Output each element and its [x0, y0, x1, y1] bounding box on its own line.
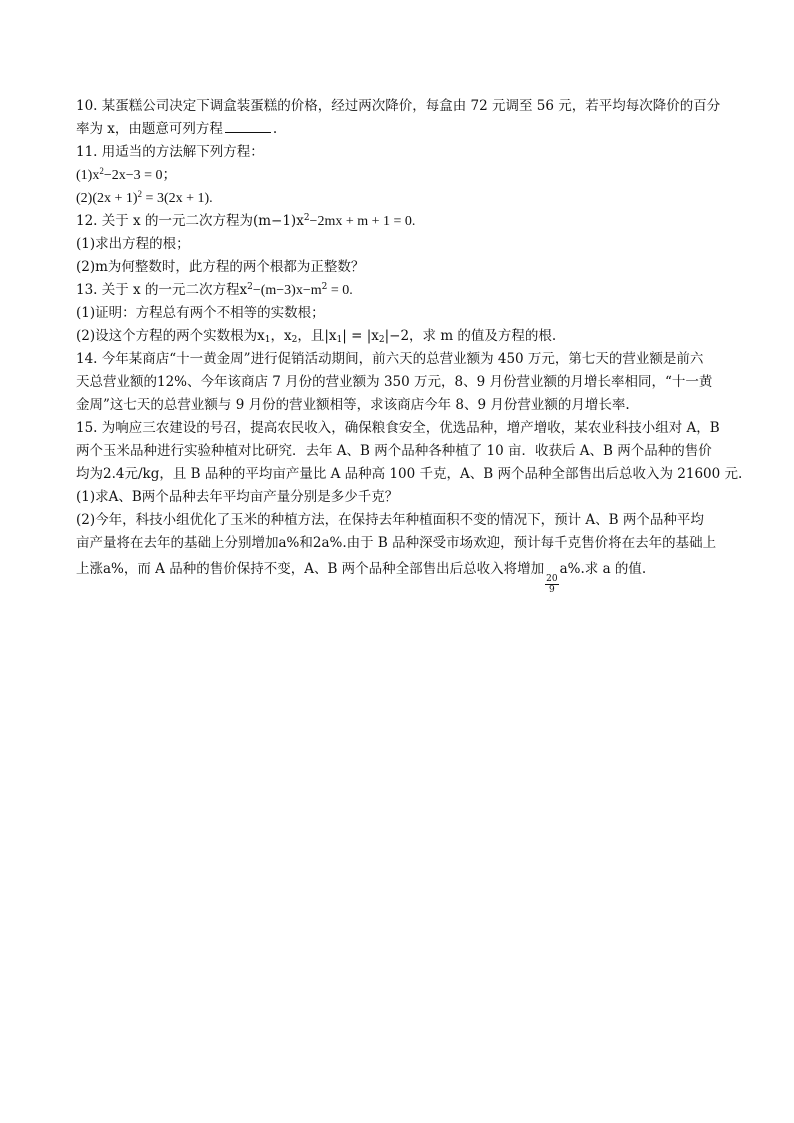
question-11-title-text: 11. 用适当的方法解下列方程：: [76, 144, 264, 160]
equation-text: (1)x: [76, 168, 100, 183]
question-15-part-2-line-1: [76, 509, 726, 532]
exponent: 2: [303, 213, 310, 223]
subscript: 2: [291, 335, 298, 345]
equation-text: −2mx + m + 1 = 0.: [309, 214, 416, 229]
question-13-title: [76, 279, 726, 302]
question-15-part-2-text: (2)今年，科技小组优化了玉米的种植方法，在保持去年种植面积不变的情况下，预计 A、B 两个品种平均: [76, 512, 704, 528]
fraction-numerator: 20: [546, 574, 558, 584]
question-15-text: 均为2.4元/kg，且 B 品种的平均亩产量比 A 品种高 100 千克，A、B 两个品种全部售出后总收入为 21600 元.: [76, 466, 743, 482]
question-14-text: 金周”这七天的总营业额与 9 月份的营业额相等，求该商店今年 8、9 月份营业额的月增长率.: [76, 397, 630, 413]
question-14-line-3: [76, 394, 726, 417]
question-10-line-1: [76, 95, 726, 118]
equation-text: −(m−3)x−m: [252, 283, 322, 298]
exponent: 2: [247, 282, 253, 292]
equation-text: |−2，求 m 的值及方程的根.: [384, 328, 557, 344]
question-15-part-2-text: 上涨a%，而 A 品种的售价保持不变，A、B 两个品种全部售出后总收入将增加: [76, 561, 545, 577]
question-10-text: 10. 某蛋糕公司决定下调盒装蛋糕的价格，经过两次降价，每盒由 72 元调至 56 元，若平均每次降价的百分: [76, 98, 721, 114]
subscript: 1: [336, 335, 343, 345]
question-13-part-1-text: (1)证明：方程总有两个不相等的实数根；: [76, 305, 325, 321]
question-14-line-1: [76, 348, 726, 371]
equation-text: −2x−3 = 0；: [103, 168, 177, 183]
question-12-title: [76, 210, 726, 233]
equation-text: (2)(2x + 1): [76, 191, 138, 206]
exponent: 2: [137, 189, 143, 199]
exponent: 2: [321, 282, 328, 292]
question-11-title: [76, 141, 726, 164]
fraction: [545, 574, 558, 595]
question-14-text: 14. 今年某商店“十一黄金周”进行促销活动期间，前六天的总营业额为 450 万元，第七天的营业额是前六: [76, 351, 704, 367]
question-15-line-1: [76, 417, 726, 440]
question-13-part-2-text: (2)设这个方程的两个实数根为x: [76, 328, 265, 344]
equation-text: ，x: [270, 328, 292, 344]
equation-text: = 0.: [327, 283, 353, 298]
question-15-part-2-line-3: [76, 558, 726, 595]
question-12-part-1: [76, 233, 726, 256]
question-11-part-2: [76, 187, 726, 210]
question-14-line-2: [76, 371, 726, 394]
question-12-part-2: [76, 256, 726, 279]
question-15-part-2-line-2: [76, 532, 726, 555]
question-14-text: 天总营业额的12%、今年该商店 7 月份的营业额为 350 万元，8、9 月份营业额的月增长率相同，“十一黄: [76, 374, 713, 390]
subscript: 1: [264, 335, 271, 345]
question-15-part-1-text: (1)求A、B两个品种去年平均亩产量分别是多少千克？: [76, 489, 399, 505]
question-15-part-2-text: 亩产量将在去年的基础上分别增加a%和2a%.由于 B 品种深受市场欢迎，预计每千克售价将在去年的基础上: [76, 535, 717, 551]
equation-text: ，且|x: [297, 328, 337, 344]
question-12-part-1-text: (1)求出方程的根；: [76, 236, 190, 252]
question-13-title-text: 13. 关于 x 的一元二次方程x: [76, 282, 248, 298]
question-13-part-2: [76, 325, 726, 348]
question-13-part-1: [76, 302, 726, 325]
question-15-line-2: [76, 440, 726, 463]
question-15-text: 两个玉米品种进行实验种植对比研究．去年 A、B 两个品种各种植了 10 亩．收获后 A、B 两个品种的售价: [76, 443, 712, 459]
question-list: [76, 95, 743, 595]
question-11-part-1: [76, 164, 726, 187]
question-15-text: 15. 为响应三农建设的号召，提高农民收入，确保粮食安全，优选品种，增产增收，某农业科技小组对 A，B: [76, 420, 720, 436]
question-15-part-1: [76, 486, 726, 509]
question-10-end: .: [272, 121, 278, 137]
exponent: 2: [99, 166, 104, 176]
fraction-denominator: 9: [549, 585, 555, 595]
question-12-part-2-text: (2)m为何整数时，此方程的两个根都为正整数？: [76, 259, 365, 275]
equation-text: = 3(2x + 1).: [142, 191, 213, 206]
question-15-line-3: [76, 463, 743, 486]
question-12-title-text: 12. 关于 x 的一元二次方程为(m−1)x: [76, 213, 304, 229]
subscript: 2: [378, 335, 385, 345]
equation-text: | = |x: [342, 328, 379, 344]
question-15-part-2-text: a%.求 a 的值.: [559, 561, 647, 577]
question-10-line-2: [76, 118, 726, 141]
question-10-text-2: 率为 x，由题意可列方程: [76, 121, 223, 137]
answer-blank[interactable]: [225, 120, 271, 133]
